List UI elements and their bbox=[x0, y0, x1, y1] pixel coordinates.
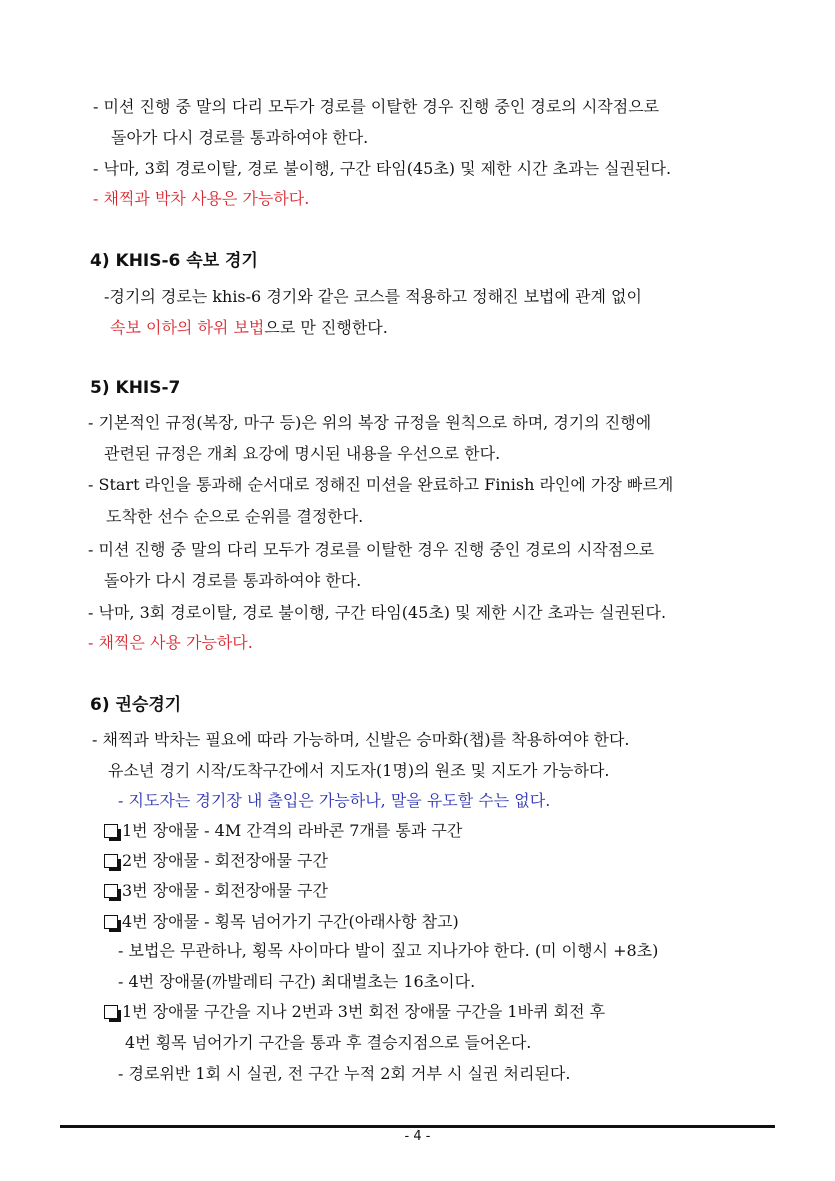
rule-line: - 미션 진행 중 말의 다리 모두가 경로를 이탈한 경우 진행 중인 경로의 시작점으로 bbox=[88, 540, 655, 559]
rule-line: - 채찍과 박차는 필요에 따라 가능하며, 신발은 승마화(챕)를 착용하여야 한다. bbox=[92, 730, 630, 749]
rule-line: - 낙마, 3회 경로이탈, 경로 불이행, 구간 타임(45초) 및 제한 시간 초과는 실권된다. bbox=[93, 159, 672, 178]
rule-line: - 낙마, 3회 경로이탈, 경로 불이행, 구간 타임(45초) 및 제한 시간 초과는 실권된다. bbox=[88, 603, 667, 622]
rule-line-highlight: - 채찍과 박차 사용은 가능하다. bbox=[93, 189, 310, 208]
rule-line: 도착한 선수 순으로 순위를 결정한다. bbox=[106, 507, 364, 526]
checklist-item bbox=[104, 820, 462, 842]
checkbox-icon bbox=[104, 915, 118, 929]
plain-text: 으로 만 진행한다. bbox=[264, 318, 388, 337]
rule-line: -경기의 경로는 khis-6 경기와 같은 코스를 적용하고 정해진 보법에 관계 없이 bbox=[104, 287, 642, 306]
rule-line: 돌아가 다시 경로를 통과하여야 한다. bbox=[111, 128, 369, 147]
checklist-item bbox=[104, 911, 459, 933]
checkbox-icon bbox=[104, 884, 118, 898]
section-heading-4: 4) KHIS-6 속보 경기 bbox=[90, 251, 258, 271]
section-heading-6: 6) 권승경기 bbox=[90, 695, 182, 715]
rule-line: - 4번 장애물(까발레티 구간) 최대벌초는 16초이다. bbox=[118, 972, 476, 991]
rule-line: 돌아가 다시 경로를 통과하여야 한다. bbox=[104, 571, 362, 590]
rule-line: 유소년 경기 시작/도착구간에서 지도자(1명)의 원조 및 지도가 가능하다. bbox=[108, 761, 610, 780]
checklist-label: 4번 장애물 - 횡목 넘어가기 구간(아래사항 참고) bbox=[122, 912, 459, 931]
rule-line: 관련된 규정은 개최 요강에 명시된 내용을 우선으로 한다. bbox=[104, 444, 501, 463]
rule-line: - 보법은 무관하나, 횡목 사이마다 발이 짚고 지나가야 한다. (미 이행시 +8초) bbox=[118, 941, 659, 960]
rule-line: - Start 라인을 통과해 순서대로 정해진 미션을 완료하고 Finish 라인에 가장 빠르게 bbox=[88, 475, 674, 494]
rule-line-highlight: - 채찍은 사용 가능하다. bbox=[88, 633, 253, 652]
checklist-label: 1번 장애물 구간을 지나 2번과 3번 회전 장애물 구간을 1바퀴 회전 후 bbox=[122, 1002, 606, 1021]
page-number: - 4 - bbox=[404, 1129, 431, 1144]
checklist-label: 1번 장애물 - 4M 간격의 라바콘 7개를 통과 구간 bbox=[122, 821, 463, 840]
rule-line: 4번 횡목 넘어가기 구간을 통과 후 결승지점으로 들어온다. bbox=[125, 1033, 532, 1052]
checklist-label: 3번 장애물 - 회전장애물 구간 bbox=[122, 881, 328, 900]
rule-line: - 미션 진행 중 말의 다리 모두가 경로를 이탈한 경우 진행 중인 경로의 시작점으로 bbox=[93, 97, 660, 116]
checklist-item bbox=[104, 880, 328, 902]
checkbox-icon bbox=[104, 854, 118, 868]
checkbox-icon bbox=[104, 1005, 118, 1019]
checklist-label: 2번 장애물 - 회전장애물 구간 bbox=[122, 851, 328, 870]
highlight-text: 속보 이하의 하위 보법 bbox=[110, 318, 265, 337]
rule-line-note: - 지도자는 경기장 내 출입은 가능하나, 말을 유도할 수는 없다. bbox=[118, 791, 551, 810]
section-heading-5: 5) KHIS-7 bbox=[90, 378, 181, 398]
checklist-item bbox=[104, 1001, 605, 1023]
rule-line: - 기본적인 규정(복장, 마구 등)은 위의 복장 규정을 원칙으로 하며, 경기의 진행에 bbox=[88, 413, 652, 432]
checklist-item bbox=[104, 850, 328, 872]
footer-divider bbox=[60, 1125, 775, 1128]
rule-line: - 경로위반 1회 시 실권, 전 구간 누적 2회 거부 시 실권 처리된다. bbox=[118, 1064, 571, 1083]
checkbox-icon bbox=[104, 824, 118, 838]
rule-line bbox=[110, 317, 388, 339]
